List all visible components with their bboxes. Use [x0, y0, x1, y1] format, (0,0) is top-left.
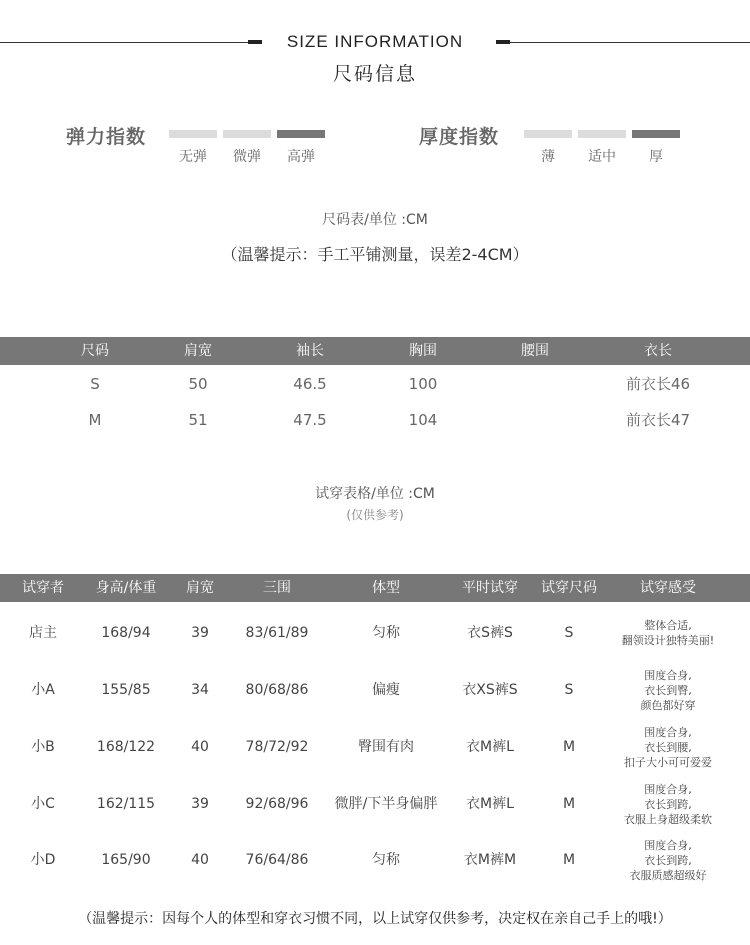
try-cell: 店主	[29, 625, 57, 641]
try-cell: 168/122	[96, 739, 156, 755]
try-cell: 155/85	[101, 682, 151, 698]
size-cell: 前衣长46	[625, 375, 691, 393]
try-cell: 小C	[31, 796, 55, 812]
try-feeling-line: 颜色都好穿	[640, 698, 696, 712]
try-feeling-cell	[608, 725, 728, 770]
try-cell: 165/90	[101, 852, 151, 868]
try-cell: M	[562, 796, 576, 812]
try-cell: 39	[191, 625, 209, 641]
size-cell: 46.5	[293, 375, 327, 393]
size-col-header: 胸围	[409, 343, 437, 359]
thickness-level-label: 厚	[649, 149, 663, 165]
try-cell: M	[562, 852, 576, 868]
try-feeling-cell	[608, 618, 728, 648]
try-feeling-cell	[608, 668, 728, 713]
try-col-header: 试穿者	[22, 580, 64, 596]
try-feeling-cell	[608, 838, 728, 883]
try-feeling-line: 衣长到跨,	[644, 797, 692, 811]
elasticity-level-label: 高弹	[287, 149, 315, 165]
try-feeling-cell	[608, 782, 728, 827]
try-col-header: 肩宽	[186, 580, 214, 596]
elasticity-segment-1	[169, 130, 217, 138]
thickness-segment-2	[578, 130, 626, 138]
try-cell: S	[564, 625, 574, 641]
try-cell: 34	[191, 682, 209, 698]
page-title-cn: 尺码信息	[332, 63, 417, 85]
try-feeling-line: 翻领设计独特美丽!	[621, 634, 715, 647]
page-title-en: SIZE INFORMATION	[286, 32, 464, 51]
try-cell: 偏瘦	[372, 682, 400, 698]
try-cell: 83/61/89	[245, 625, 309, 641]
thickness-level-label: 薄	[541, 149, 555, 165]
size-cell: 51	[188, 411, 208, 429]
try-cell: 162/115	[96, 796, 156, 812]
size-cell: M	[88, 411, 102, 429]
size-table-caption: 尺码表/单位 :CM	[322, 212, 428, 228]
try-feeling-line: 围度合身,	[644, 838, 692, 852]
thickness-segment-1	[524, 130, 572, 138]
try-table-header	[0, 574, 750, 602]
try-cell: 80/68/86	[245, 682, 309, 698]
try-cell: 衣M裤L	[466, 796, 514, 812]
thickness-segment-3	[632, 130, 680, 138]
try-cell: 匀称	[372, 625, 400, 641]
size-cell: S	[90, 375, 100, 393]
try-col-header: 平时试穿	[462, 580, 518, 596]
try-feeling-line: 围度合身,	[644, 668, 692, 682]
size-cell: 100	[408, 375, 438, 393]
try-feeling-line: 衣长到腰,	[644, 740, 692, 754]
try-table-caption: 试穿表格/单位 :CM	[315, 486, 435, 502]
try-cell: 衣S裤S	[467, 625, 513, 641]
try-cell: 92/68/96	[245, 796, 309, 812]
try-feeling-line: 扣子大小可可爱爱	[624, 755, 712, 769]
try-feeling-line: 衣长到臀,	[644, 683, 692, 697]
try-cell: 微胖/下半身偏胖	[334, 796, 438, 812]
try-cell: 匀称	[372, 852, 400, 868]
size-cell: 104	[408, 411, 438, 429]
elasticity-title: 弹力指数	[66, 126, 147, 148]
try-cell: 衣XS裤S	[462, 682, 518, 698]
thickness-level-label: 适中	[588, 149, 616, 165]
try-cell: 78/72/92	[245, 739, 309, 755]
try-cell: 小D	[30, 852, 56, 868]
elasticity-segment-3	[277, 130, 325, 138]
size-col-header: 腰围	[521, 343, 549, 359]
try-cell: S	[564, 682, 574, 698]
elasticity-segment-2	[223, 130, 271, 138]
try-cell: 小A	[31, 682, 55, 698]
elasticity-level-label: 无弹	[179, 149, 207, 165]
try-cell: 40	[191, 739, 209, 755]
try-feeling-line: 围度合身,	[644, 782, 692, 796]
size-col-header: 衣长	[644, 343, 672, 359]
size-col-header: 袖长	[296, 343, 324, 359]
try-cell: 76/64/86	[245, 852, 309, 868]
try-col-header: 三围	[263, 580, 291, 596]
thickness-title: 厚度指数	[419, 126, 500, 148]
try-cell: 衣M裤M	[463, 852, 517, 868]
try-feeling-line: 围度合身,	[644, 725, 692, 739]
try-feeling-line: 整体合适,	[644, 619, 692, 632]
size-col-header: 肩宽	[184, 343, 212, 359]
try-feeling-line: 衣服质感超级好	[629, 868, 707, 882]
try-col-header: 试穿感受	[640, 580, 696, 596]
size-table-header	[0, 337, 750, 365]
try-cell: 小B	[31, 739, 55, 755]
elasticity-level-label: 微弹	[233, 149, 261, 165]
try-feeling-line: 衣长到跨,	[644, 853, 692, 867]
size-col-header: 尺码	[81, 343, 109, 359]
size-cell: 47.5	[293, 411, 327, 429]
try-feeling-line: 衣服上身超级柔软	[624, 812, 712, 826]
try-cell: M	[562, 739, 576, 755]
size-cell: 50	[188, 375, 208, 393]
size-table-note: （温馨提示：手工平铺测量，误差2-4CM）	[221, 245, 529, 264]
size-cell: 前衣长47	[625, 411, 691, 429]
try-cell: 臀围有肉	[358, 739, 414, 755]
footer-note: （温馨提示：因每个人的体型和穿衣习惯不同，以上试穿仅供参考，决定权在亲自己手上的哦!）	[78, 911, 672, 927]
try-cell: 39	[191, 796, 209, 812]
try-table-subcaption: (仅供参考)	[346, 508, 404, 522]
try-cell: 40	[191, 852, 209, 868]
try-col-header: 身高/体重	[95, 580, 157, 596]
try-col-header: 体型	[372, 580, 400, 596]
try-cell: 168/94	[101, 625, 151, 641]
try-col-header: 试穿尺码	[541, 580, 597, 596]
try-cell: 衣M裤L	[466, 739, 514, 755]
